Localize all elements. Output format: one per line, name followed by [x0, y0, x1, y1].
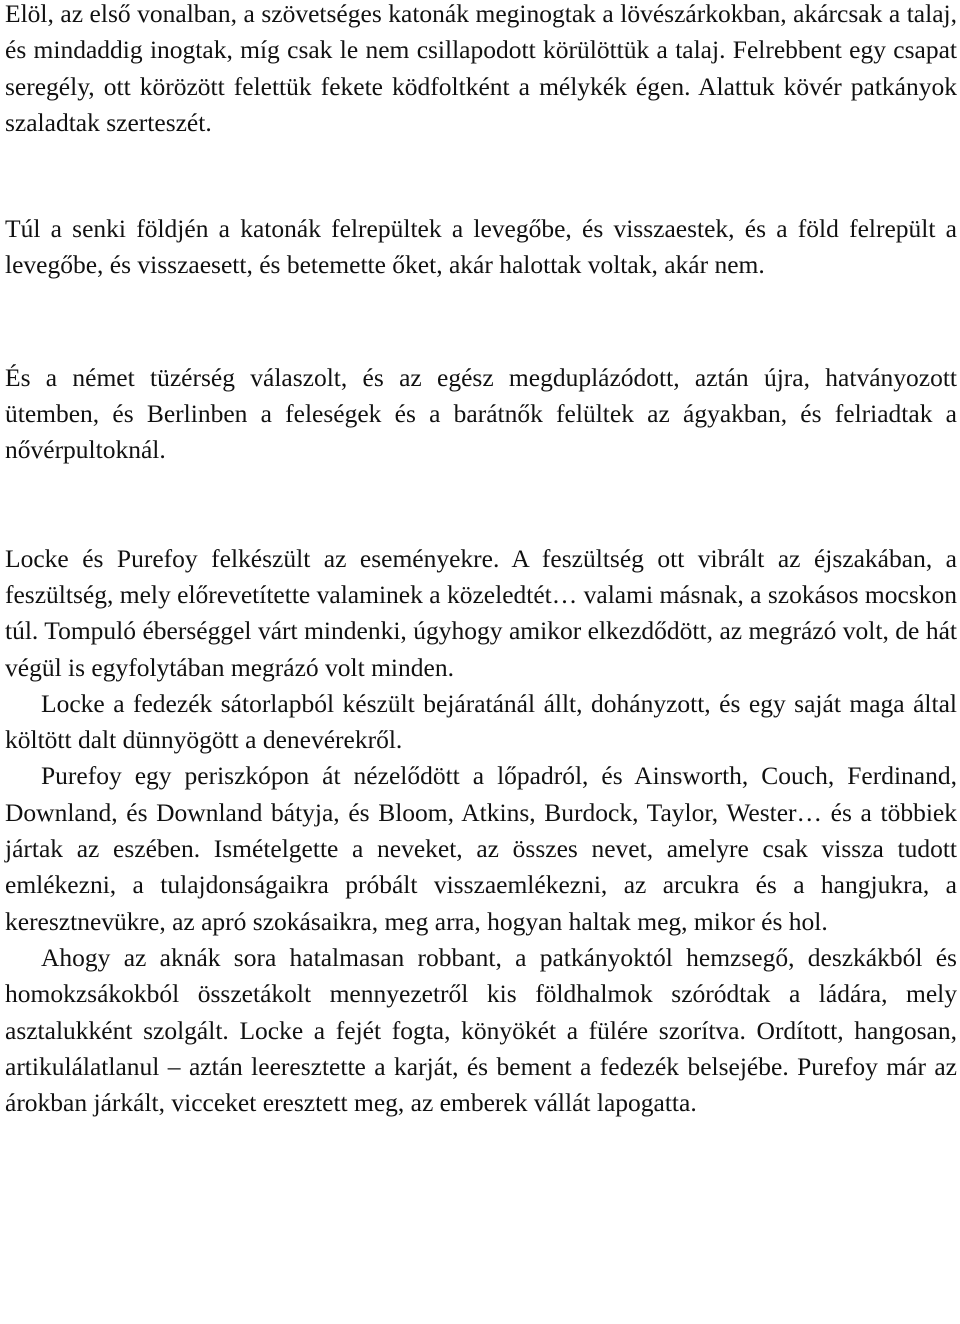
paragraph-gap — [5, 141, 957, 211]
paragraph-2: Túl a senki földjén a katonák felrepültek a levegőbe, és visszaestek, és a föld felrepült a levegőbe, és visszaesett, és betemette őket, akár halottak voltak, akár nem. — [5, 214, 957, 280]
paragraph-5: Locke a fedezék sátorlapból készült bejáratánál állt, dohányzott, és egy saját maga által költött dalt dünnyögött a denevérekről. — [5, 688, 957, 755]
paragraph-1: Elöl, az első vonalban, a szövetséges katonák meginogtak a lövészárkokban, akárcsak a talaj, és mindaddig inogtak, míg csak le nem csillapodott körülöttük a talaj. Felrebbent egy csapat seregély, ott körözött felettük fekete ködfoltként a mélykék égen. Alattuk kövér patkányok szaladtak szerteszét. — [5, 0, 957, 137]
paragraph-gap — [5, 284, 957, 360]
paragraph-4: Locke és Purefoy felkészült az eseményekre. A feszültség ott vibrált az éjszakában, a feszültség, mely előrevetítette valaminek a közeledtét… valami másnak, a szokásos mocskon túl. Tompuló éberséggel várt mindenki, úgyhogy amikor elkezdődött, az megrázó volt, de hát végül is egyfolytában megrázó volt minden. — [5, 543, 957, 682]
paragraph-gap — [5, 469, 957, 541]
paragraph-3: És a német tüzérség válaszolt, és az egész megduplázódott, aztán újra, hatványozott ütemben, és Berlinben a feleségek és a barátnők felültek az ágyakban, és felriadtak a nővérpultoknál. — [5, 362, 957, 465]
paragraph-6: Purefoy egy periszkópon át nézelődött a lőpadról, és Ainsworth, Couch, Ferdinand, Downland, és Downland bátyja, és Bloom, Atkins, Burdock, Taylor, Wester… és a többiek jártak az eszében. Ismételgette a neveket, az összes nevet, amelyre csak vissza tudott emlékezni, a tulajdonságaikra próbált visszaemlékezni, az arcukra és a hangjukra, a keresztnevükre, az apró szokásaikra, meg arra, hogyan haltak meg, mikor és hol. — [5, 761, 957, 936]
paragraph-7: Ahogy az aknák sora hatalmasan robbant, a patkányoktól hemzsegő, deszkákból és homokzsákokból összetákolt mennyezetről kis földhalmok szóródtak a ládára, mely asztalukként szolgált. Locke a fejét fogta, könyökét a fülére szorítva. Ordított, hangosan, artikulálatlanul – aztán leeresztette a karját, és bement a fedezék belsejébe. Purefoy már az árokban járkált, vicceket eresztett meg, az emberek vállát lapogatta. — [5, 942, 957, 1118]
